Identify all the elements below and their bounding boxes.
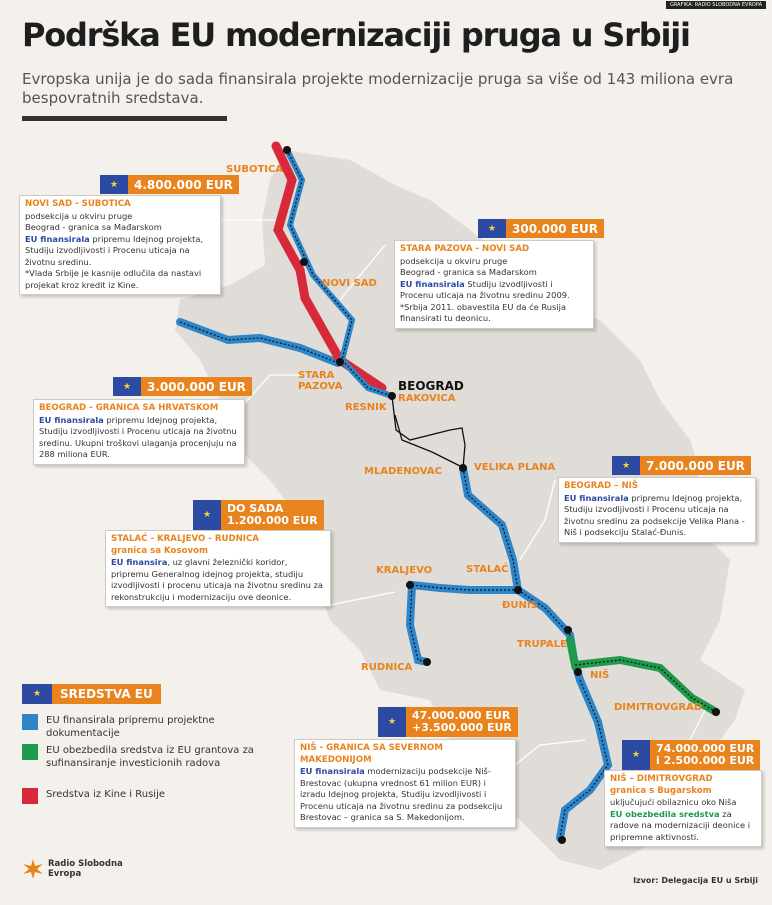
legend-swatch xyxy=(22,744,38,760)
city-rakovica: RAKOVICA xyxy=(398,393,456,404)
info-box-nis-mk: NIŠ - GRANICA SA SEVERNOM MAKEDONIJOM EU finansirala modernizaciju podsekcije Niš-Brestovac (ukupna vrednost 61 milion EUR) i izradu Idejnog projekta, Studiju izvodljivosti i Procenu uticaja na životnu sredinu za podsekciju Brestovac – granica sa S. Makedonijom. xyxy=(294,739,516,828)
legend-title: ★ SREDSTVA EU xyxy=(22,684,161,704)
eu-flag-icon: ★ xyxy=(22,684,52,704)
city-kraljevo: KRALJEVO xyxy=(376,565,433,576)
credit-label: GRAFIKA: RADIO SLOBODNA EVROPA xyxy=(666,1,766,9)
legend-item-blue: EU finansirala pripremu projektne dokumentacije xyxy=(22,714,262,740)
info-box-bg-nis: BEOGRAD – NIŠ EU finansirala pripremu Idejnog projekta, Studiju izvodljivosti i Procenu uticaja na životnu sredinu za podsekcije Velika Plana - Niš i podsekciju Stalać-Đunis. xyxy=(558,477,756,543)
amount-bg-hr: ★ 3.000.000 EUR xyxy=(113,377,252,396)
eu-flag-icon: ★ xyxy=(378,707,406,737)
city-trupale: TRUPALE xyxy=(517,639,567,650)
eu-flag-icon: ★ xyxy=(113,377,141,396)
info-box-stalac: STALAĆ - KRALJEVO - RUDNICA granica sa Kosovom EU finansira, uz glavni železnički koridor, pripremu Generalnog idejnog projekta, studiju izvodljivosti i procenu uticaja na životnu sredinu za rekonstrukciju i modernizaciju ove deonice. xyxy=(105,530,331,607)
legend-item-green: EU obezbedila sredstva iz EU grantova za sufinansiranje investicionih radova xyxy=(22,744,262,770)
info-box-ns-sub: NOVI SAD - SUBOTICA podsekcija u okviru pruge Beograd - granica sa Mađarskom EU finansirala pripremu Idejnog projekta, Studiju izvodljivosti i Procenu uticaja na životnu sredinu. *Vlada Srbije je kasnije odlučila da nastavi projekat kroz kredit iz Kine. xyxy=(19,195,221,295)
eu-flag-icon: ★ xyxy=(193,500,221,530)
city-stara-pazova: STARA PAZOVA xyxy=(298,370,343,392)
legend-item-red: Sredstva iz Kine i Rusije xyxy=(22,788,262,804)
city-velika-plana: VELIKA PLANA xyxy=(474,462,556,473)
city-resnik: RESNIK xyxy=(345,402,387,413)
info-box-sp-ns: STARA PAZOVA - NOVI SAD podsekcija u okviru pruge Beograd - granica sa Mađarskom EU finansirala Studiju izvodljivosti i Procenu uticaja na životnu sredinu 2009. *Srbija 2011. obavestila EU da će Rusija finansirati tu deonicu. xyxy=(394,240,594,329)
city-subotica: SUBOTICA xyxy=(226,164,284,175)
city-nis: NIŠ xyxy=(590,670,610,681)
amount-stalac: ★ DO SADA 1.200.000 EUR xyxy=(193,500,324,530)
info-box-nis-dim: NIŠ – DIMITROVGRAD granica s Bugarskom uključujući obilaznicu oko Niša EU obezbedila sredstva za radove na modernizaciji deonice i pripremne aktivnosti. xyxy=(604,770,762,847)
rse-logo: Radio Slobodna Evropa xyxy=(22,858,123,880)
eu-flag-icon: ★ xyxy=(622,740,650,770)
amount-sp-ns: ★ 300.000 EUR xyxy=(478,219,604,238)
city-stalac: STALAĆ xyxy=(466,564,509,575)
amount-ns-sub: ★ 4.800.000 EUR xyxy=(100,175,239,194)
eu-flag-icon: ★ xyxy=(100,175,128,194)
source-label: Izvor: Delegacija EU u Srbiji xyxy=(633,876,758,885)
amount-bg-nis: ★ 7.000.000 EUR xyxy=(612,456,751,475)
city-rudnica: RUDNICA xyxy=(361,662,413,673)
legend-swatch xyxy=(22,788,38,804)
page-title: Podrška EU modernizaciji pruga u Srbiji xyxy=(22,16,690,54)
info-box-bg-hr: BEOGRAD - GRANICA SA HRVATSKOM EU finansirala pripremu Idejnog projekta, Studiju izvodljivosti i Procenu uticaja na životnu sredinu. Ukupni troškovi ulaganja procenjuju na 288 miliona EUR. xyxy=(33,399,245,465)
city-mladenovac: MLADENOVAC xyxy=(364,466,442,477)
rse-logo-icon xyxy=(22,858,44,880)
legend-swatch xyxy=(22,714,38,730)
city-beograd: BEOGRAD xyxy=(398,379,464,393)
amount-nis-dim: ★ 74.000.000 EUR i 2.500.000 EUR xyxy=(622,740,760,770)
page-subtitle: Evropska unija je do sada finansirala projekte modernizacije pruga sa više od 143 miliona evra bespovratnih sredstava. xyxy=(22,70,734,107)
eu-flag-icon: ★ xyxy=(612,456,640,475)
city-dimitrovgrad: DIMITROVGRAD xyxy=(614,702,703,713)
eu-flag-icon: ★ xyxy=(478,219,506,238)
amount-nis-mk: ★ 47.000.000 EUR +3.500.000 EUR xyxy=(378,707,518,737)
city-novi-sad: NOVI SAD xyxy=(322,278,377,289)
city-dunis: ĐUNIS xyxy=(502,600,538,611)
